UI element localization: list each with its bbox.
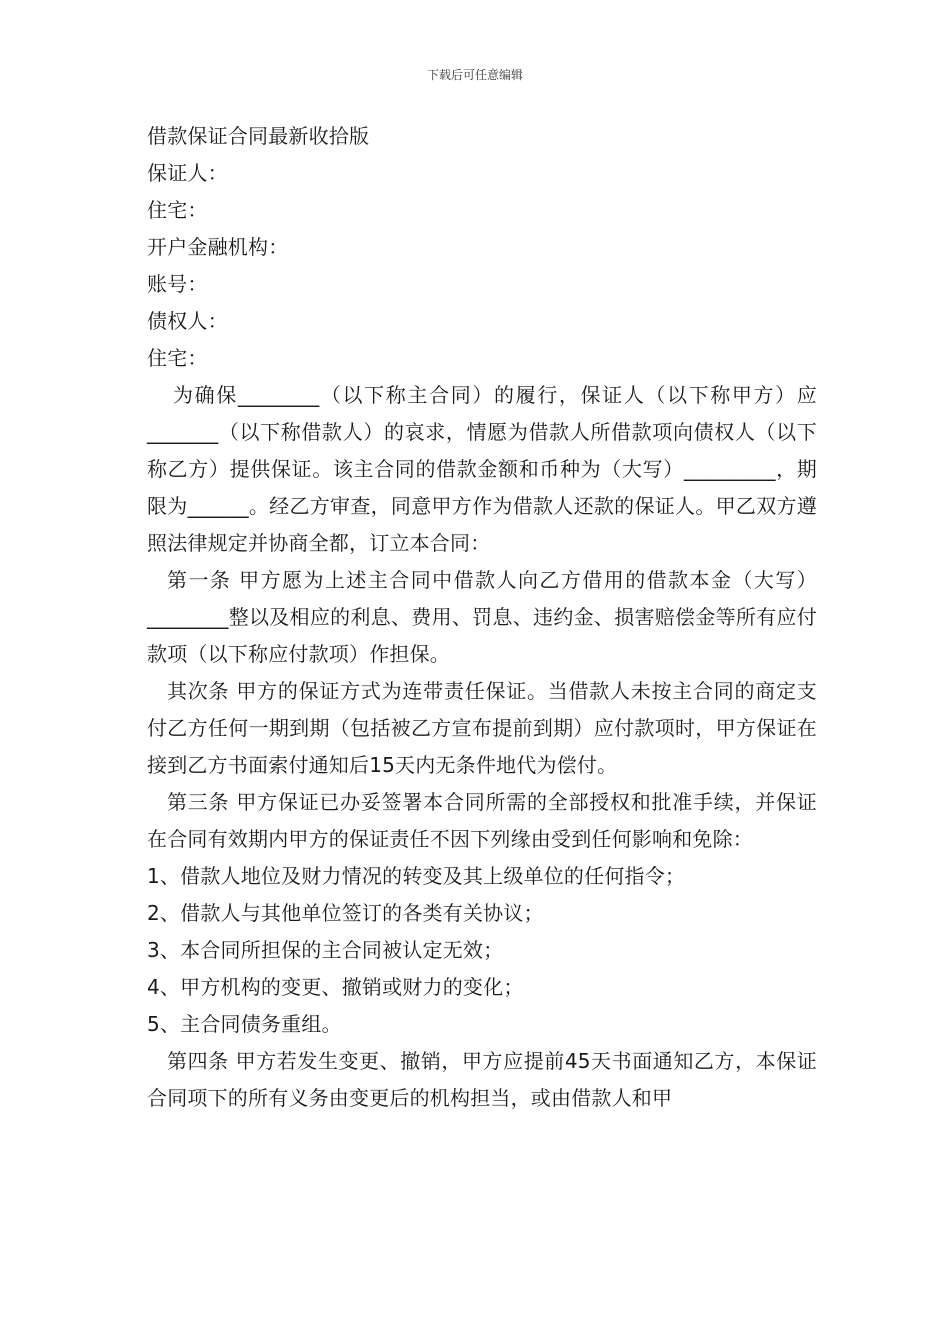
article-2: 其次条 甲方的保证方式为连带责任保证。当借款人未按主合同的商定支付乙方任何一期到期（包括被乙方宣布提前到期）应付款项时，甲方保证在接到乙方书面索付通知后15天内无条件地代为偿付。	[147, 679, 817, 777]
field-guarantor-address: 住宅：	[147, 198, 208, 222]
list-item: 4、甲方机构的变更、撤销或财力的变化；	[147, 975, 524, 999]
field-creditor-address: 住宅：	[147, 346, 208, 370]
contract-document	[147, 118, 817, 1117]
document-title: 借款保证合同最新收拾版	[147, 124, 370, 148]
list-item: 2、借款人与其他单位签订的各类有关协议；	[147, 901, 544, 925]
article-3: 第三条 甲方保证已办妥签署本合同所需的全部授权和批准手续，并保证在合同有效期内甲方的保证责任不因下列缘由受到任何影响和免除：	[147, 790, 817, 851]
field-account: 账号：	[147, 272, 208, 296]
preamble-paragraph: 为确保________（以下称主合同）的履行，保证人（以下称甲方）应_______（以下称借款人）的哀求，情愿为借款人所借款项向债权人（以下称乙方）提供保证。该主合同的借款金额和币种为（大写）_________，期限为______。经乙方审查，同意甲方作为借款人还款的保证人。甲乙双方遵照法律规定并协商全都，订立本合同：	[147, 383, 817, 555]
article-1: 第一条 甲方愿为上述主合同中借款人向乙方借用的借款本金（大写）________整以及相应的利息、费用、罚息、违约金、损害赔偿金等所有应付款项（以下称应付款项）作担保。	[147, 568, 817, 666]
list-item: 1、借款人地位及财力情况的转变及其上级单位的任何指令；	[147, 864, 686, 888]
header-note: 下载后可任意编辑	[426, 68, 523, 82]
field-guarantor: 保证人：	[147, 161, 228, 185]
field-creditor: 债权人：	[147, 309, 228, 333]
list-item: 3、本合同所担保的主合同被认定无效；	[147, 938, 504, 962]
list-item: 5、主合同债务重组。	[147, 1012, 342, 1036]
article-4: 第四条 甲方若发生变更、撤销，甲方应提前45天书面通知乙方，本保证合同项下的所有义务由变更后的机构担当，或由借款人和甲	[147, 1049, 817, 1110]
field-bank: 开户金融机构：	[147, 235, 289, 259]
